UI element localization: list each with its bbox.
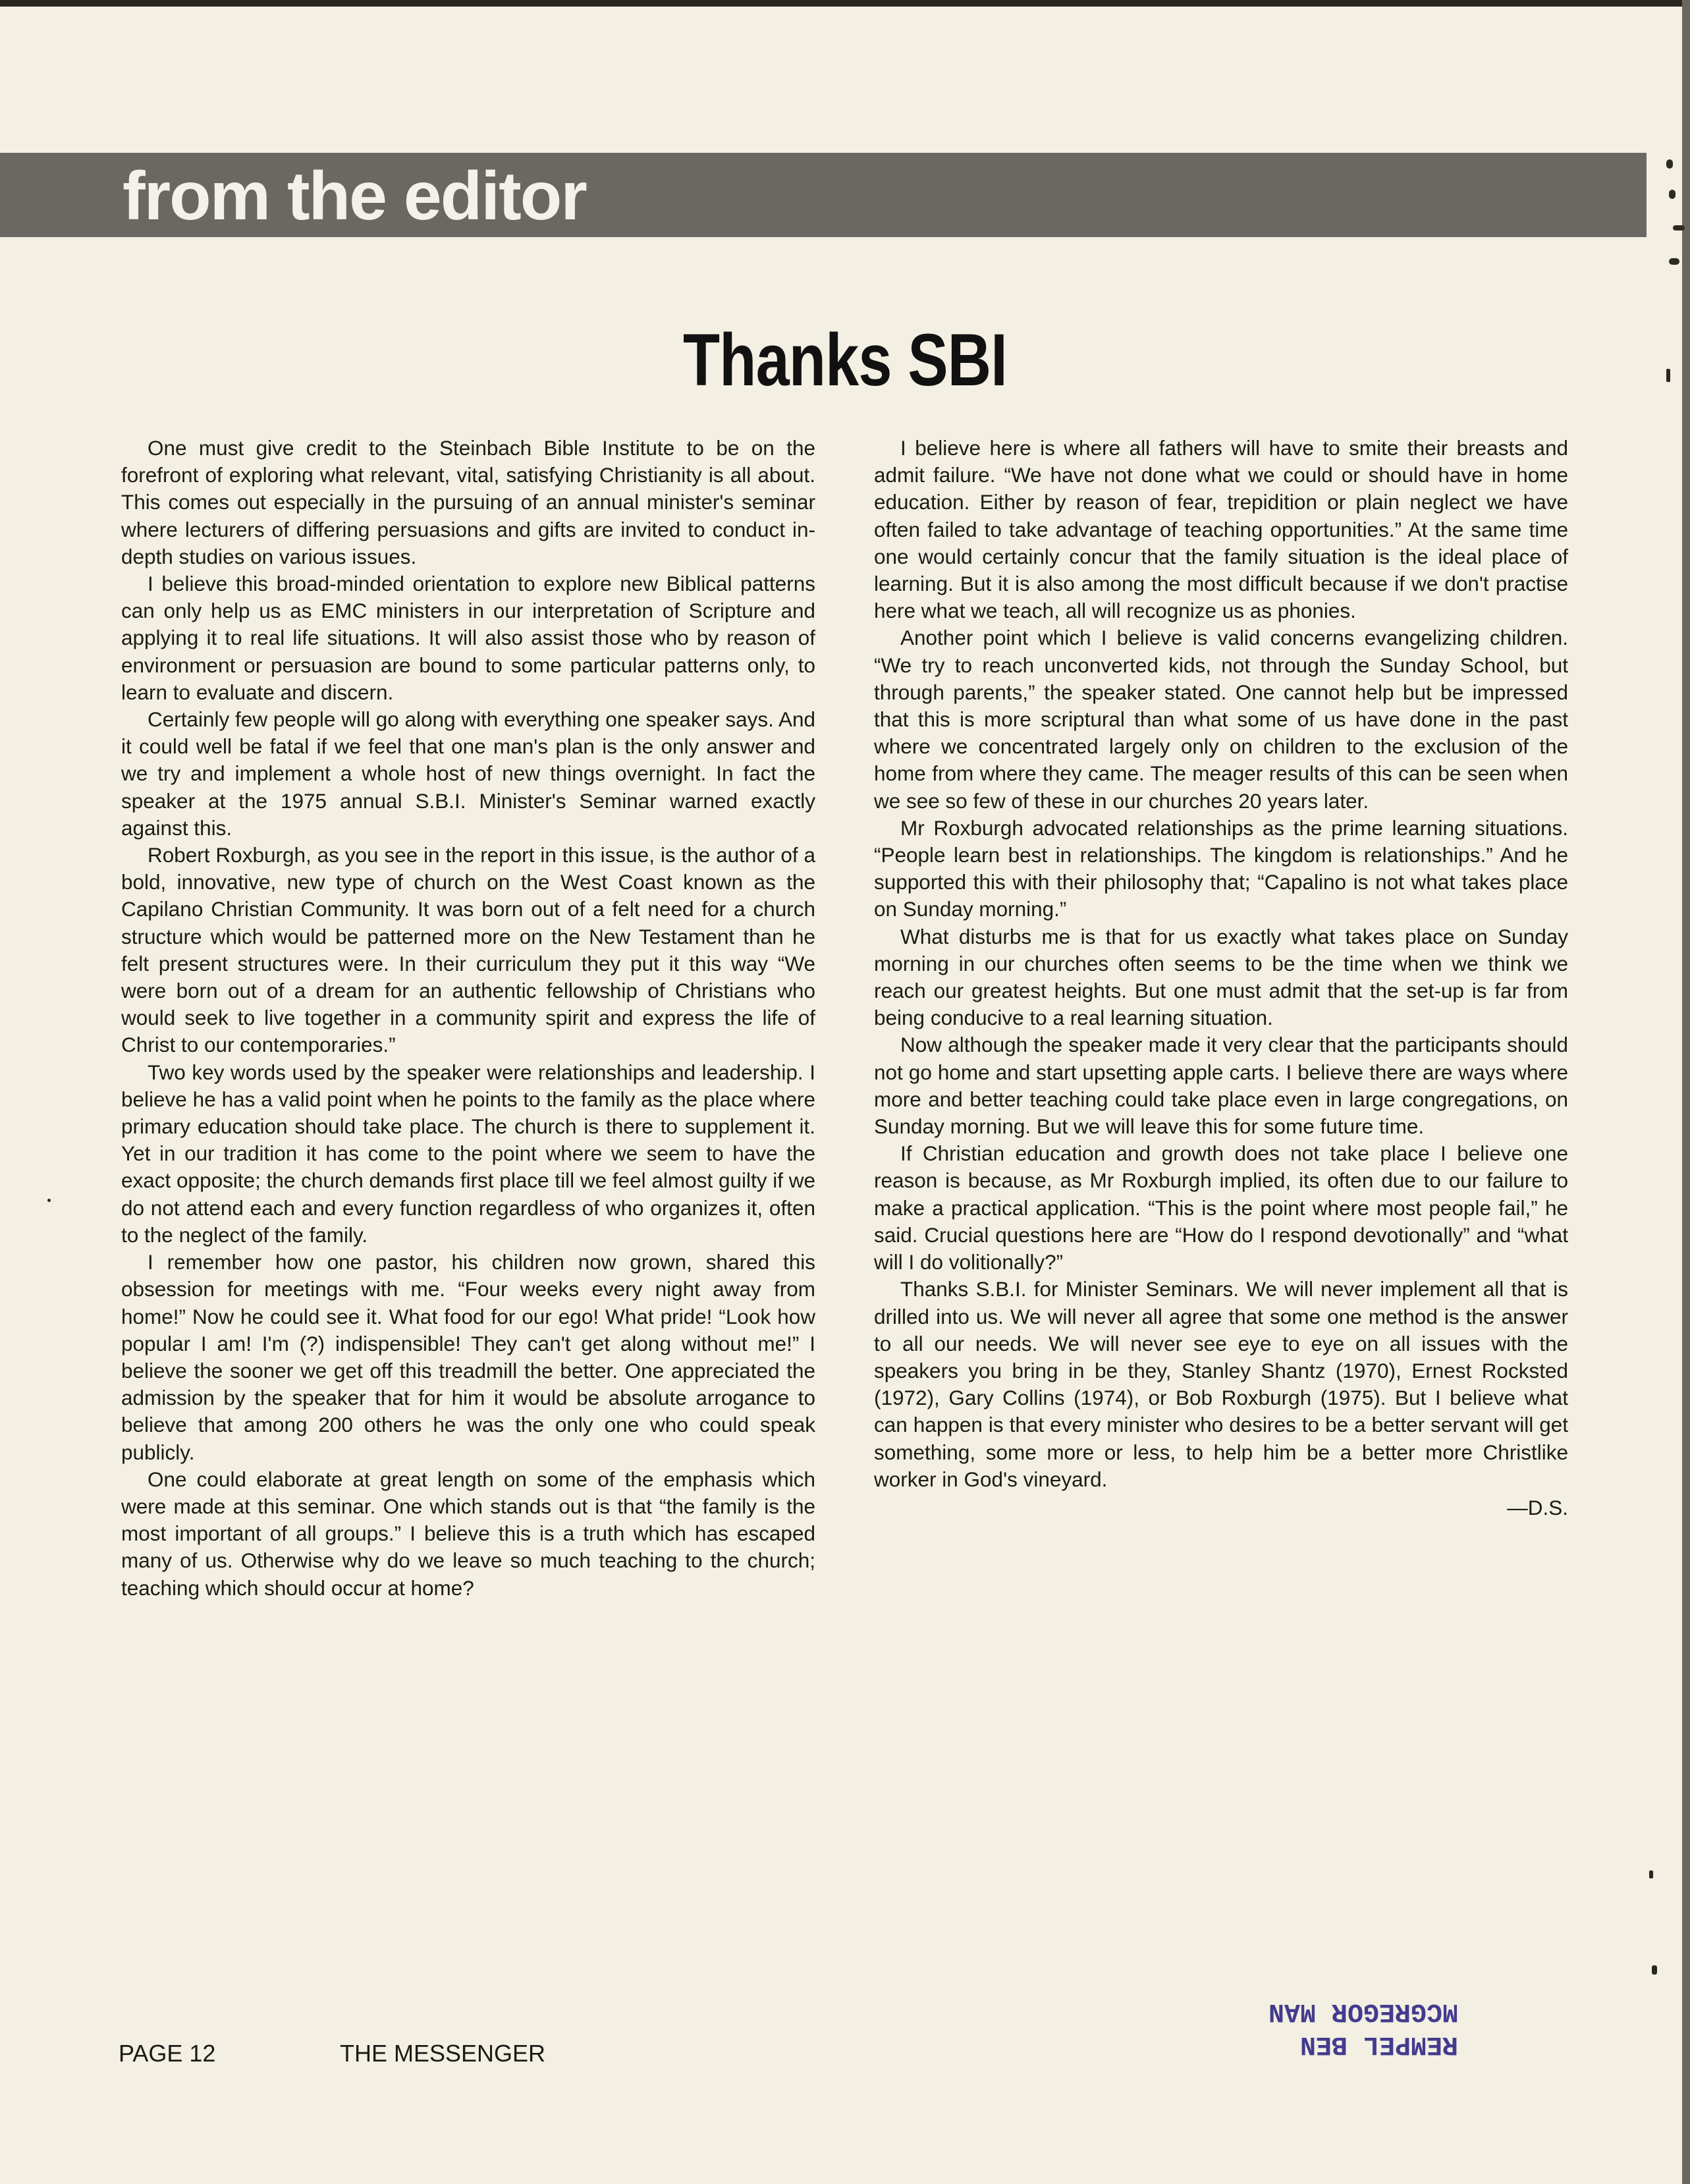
paragraph: One must give credit to the Steinbach Bible Institute to be on the forefront of exploring what relevant, vital, satisfying Christianity is all about. This comes out especially in the pursuing of an annual minister's seminar where lecturers of differing persuasions and gifts are invited to conduct in-depth studies on various issues.	[121, 436, 815, 568]
paragraph: One could elaborate at great length on some of the emphasis which were made at this seminar. One which stands out is that “the family is the most important of all groups.” I believe this is a truth which has escaped many of us. Otherwise why do we leave so much teaching to the church; teaching which should occur at home?	[121, 1467, 815, 1600]
author-signature: —D.S.	[1507, 1495, 1568, 1519]
paragraph: Another point which I believe is valid concerns evangelizing children. “We try to reach unconverted kids, not through the Sunday School, but through parents,” the speaker stated. One cannot help but be impressed that this is more scriptural than what some of us have done in the past where we concentrated largely only on children to the exclusion of the home from where they came. The meager results of this can be seen when we see so few of these in our churches 20 years later.	[874, 626, 1568, 813]
paragraph: Certainly few people will go along with everything one speaker says. And it could well be fatal if we feel that one man's plan is the only answer and we try and implement a whole host of new things overnight. In fact the speaker at the 1975 annual S.B.I. Minister's Seminar warned exactly against this.	[121, 707, 815, 840]
paragraph: Mr Roxburgh advocated relationships as the prime learning situations. “People learn best in relationships. The kingdom is relationships.” And he supported this with their philosophy that; “Capalino is not what takes place on Sunday morning.”	[874, 815, 1568, 921]
article-left-column	[121, 435, 815, 1602]
paragraph: Robert Roxburgh, as you see in the report in this issue, is the author of a bold, innovative, new type of church on the West Coast known as the Capilano Christian Community. It was born out of a felt need for a church structure which would be patterned more on the New Testament than he felt present structures were. In their curriculum they put it this way “We were born out of a dream for an authentic fellowship of Christians who would seek to live together in a community spirit and express the life of Christ to our contemporaries.”	[121, 843, 815, 1057]
paragraph: What disturbs me is that for us exactly what takes place on Sunday morning in our churches often seems to be the time when we think we reach our greatest heights. But one must admit that the set-up is far from being conducive to a real learning situation.	[874, 924, 1568, 1030]
ink-speck	[47, 1199, 51, 1202]
paragraph: I remember how one pastor, his children now grown, shared this obsession for meetings with me. “Four weeks every night away from home!” Now he could see it. What food for our ego! What pride! “Look how popular I am! I'm (?) indispensible! They can't get along without me!” I believe the sooner we get off this treadmill the better. One appreciated the admission by the speaker that for him it would be absolute arrogance to believe that among 200 others he was the only one who could speak publicly.	[121, 1250, 815, 1464]
section-title: from the editor	[123, 158, 586, 234]
address-stamp	[1234, 1988, 1458, 2060]
binding-marks	[1660, 153, 1686, 285]
paragraph: Thanks S.B.I. for Minister Seminars. We will never implement all that is drilled into us. We will never all agree that some one method is the answer to all our needs. We will never see eye to eye on all issues with the speakers you bring in be they, Stanley Shantz (1970), Ernest Rocksted (1972), Gary Collins (1974), or Bob Roxburgh (1975). But I believe what can happen is that every minister who desires to be a better servant will get something, some more or less, to help him be a better more Christlike worker in God's vineyard.	[874, 1277, 1568, 1491]
page-right-edge	[1682, 0, 1690, 2184]
article-right-column	[874, 435, 1568, 1521]
ink-speck	[1666, 369, 1670, 382]
article-headline: Thanks SBI	[683, 319, 1007, 401]
stamp-line: REMPEL BEN	[1299, 2029, 1458, 2059]
publication-name: THE MESSENGER	[340, 2040, 546, 2067]
paragraph: Now although the speaker made it very clear that the participants should not go home and start upsetting apple carts. I believe there are ways where more and better teaching could take place even in large congregations, on Sunday morning. But we will leave this for some future time.	[874, 1033, 1568, 1139]
page-number: PAGE 12	[119, 2040, 216, 2067]
ink-speck	[1649, 1870, 1653, 1878]
paragraph: I believe here is where all fathers will have to smite their breasts and admit failure. “We have not done what we could or should have in home education. Either by reason of fear, trepidition or plain neglect we have often failed to take advantage of teaching opportunities.” At the same time one would certainly concur that the family situation is the ideal place of learning. But it is also among the most difficult because if we don't practise here what we teach, all will recognize us as phonies.	[874, 436, 1568, 623]
paragraph: I believe this broad-minded orientation to explore new Biblical patterns can only help us as EMC ministers in our interpretation of Scripture and applying it to real life situations. It will also assist those who by reason of environment or persuasion are bound to some particular patterns only, to learn to evaluate and discern.	[121, 572, 815, 704]
paragraph: If Christian education and growth does not take place I believe one reason is because, as Mr Roxburgh implied, its often due to our failure to make a practical application. “This is the point where most people fail,” he said. Crucial questions here are “How do I respond devotionally” and “what will I do volitionally?”	[874, 1141, 1568, 1274]
stamp-line: MCGREGOR MAN	[1268, 1996, 1458, 2026]
ink-speck	[1652, 1965, 1657, 1975]
paragraph: Two key words used by the speaker were relationships and leadership. I believe he has a valid point when he points to the family as the place where primary education should take place. The church is there to supplement it. Yet in our tradition it has come to the point where we seem to have the exact opposite; the church demands first place till we feel almost guilty if we do not attend each and every function regardless of who organizes it, often to the neglect of the family.	[121, 1060, 816, 1247]
page-top-edge	[0, 0, 1690, 7]
